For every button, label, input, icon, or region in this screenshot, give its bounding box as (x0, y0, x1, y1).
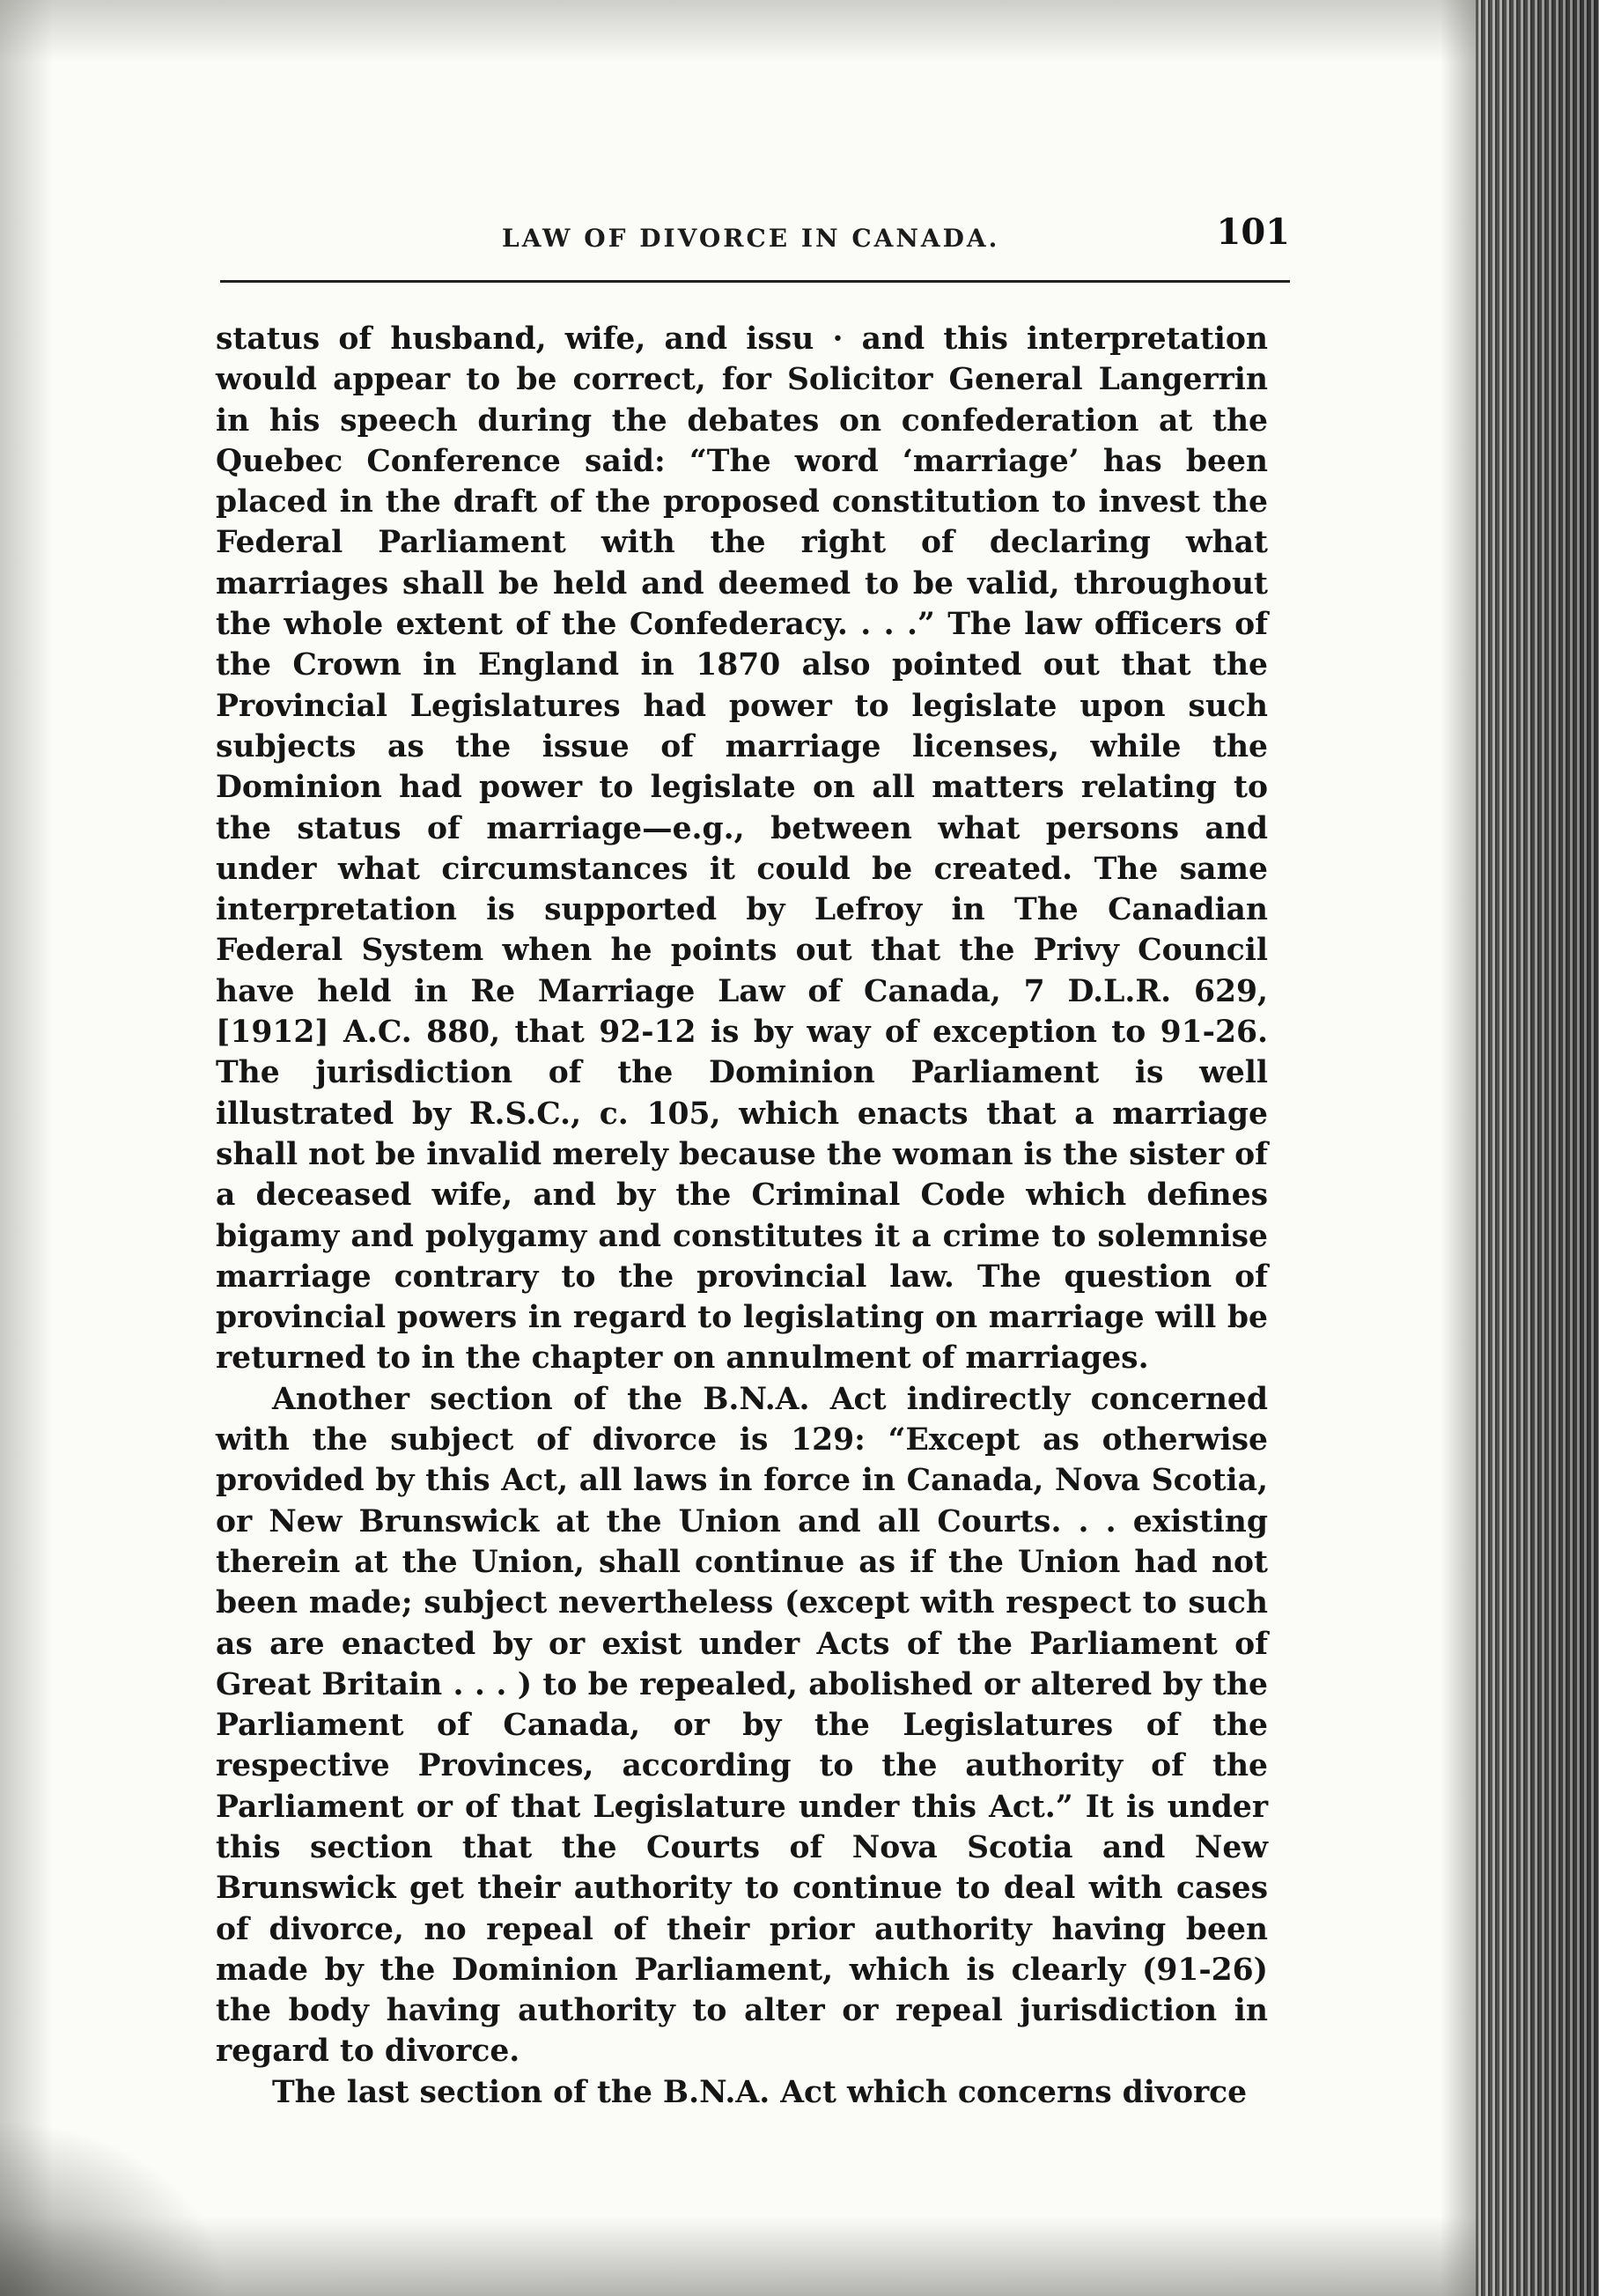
paragraph: The last section of the B.N.A. Act which concerns divorce (272, 2074, 1248, 2110)
paragraph: status of husband, wife, and issu · and this interpretation would appear to be correct, for Solicitor General Langerrin in his speech during the debates on confederation at the Quebec Conference said: “The word ‘marriage’ has been placed in the draft of the proposed constitution to invest the Federal Parliament with the right of declaring what marriages shall be held and deemed to be valid, throughout the whole extent of the Confederacy. . . .” The law officers of the Crown in England in 1870 also pointed out that the Provincial Legislatures had power to legislate upon such subjects as the issue of marriage licenses, while the Dominion had power to legislate on all matters relating to the status of marriage—e.g., between what persons and under what circumstances it could be created. The same interpretation is supported by Lefroy in The Canadian Federal System when he points out that the Privy Council have held in Re Marriage Law of Canada, 7 D.L.R. 629, [1912] A.C. 880, that 92-12 is by way of exception to 91-26. The jurisdiction of the Dominion Parliament is well illustrated by R.S.C., c. 105, which enacts that a marriage shall not be invalid merely because the woman is the sister of a deceased wife, and by the Criminal Code which defines bigamy and polygamy and constitutes it a crime to solemnise marriage contrary to the provincial law. The question of provincial powers in regard to legislating on marriage will be returned to in the chapter on annulment of marriages. (216, 321, 1268, 1377)
header-rule (220, 280, 1290, 283)
page-number: 101 (1216, 211, 1290, 253)
page-edge-top (0, 0, 1479, 62)
page-corner-shadow (0, 2120, 229, 2296)
running-head (220, 211, 1290, 264)
body-text (216, 319, 1268, 2113)
paragraph: Another section of the B.N.A. Act indirectly concerned with the subject of divorce is 129: “Except as otherwise provided by this Act, all laws in force in Canada, Nova Scotia, or New Brunswick at the Union and all Courts. . . existing therein at the Union, shall continue as if the Union had not been made; subject nevertheless (except with respect to such as are enacted by or exist under Acts of the Parliament of Great Britain . . . ) to be repealed, abolished or altered by the Parliament of Canada, or by the Legislatures of the respective Provinces, according to the authority of the Parliament or of that Legislature under this Act.” It is under this section that the Courts of Nova Scotia and New Brunswick get their authority to continue to deal with cases of divorce, no repeal of their prior authority having been made by the Dominion Parliament, which is clearly (91-26) the body having authority to alter or repeal jurisdiction in regard to divorce. (216, 1381, 1268, 2070)
page-gutter-shadow (1441, 0, 1476, 2296)
running-title: LAW OF DIVORCE IN CANADA. (502, 224, 1000, 253)
book-spine-edge (1476, 0, 1599, 2296)
page-edge-left (0, 0, 53, 2296)
